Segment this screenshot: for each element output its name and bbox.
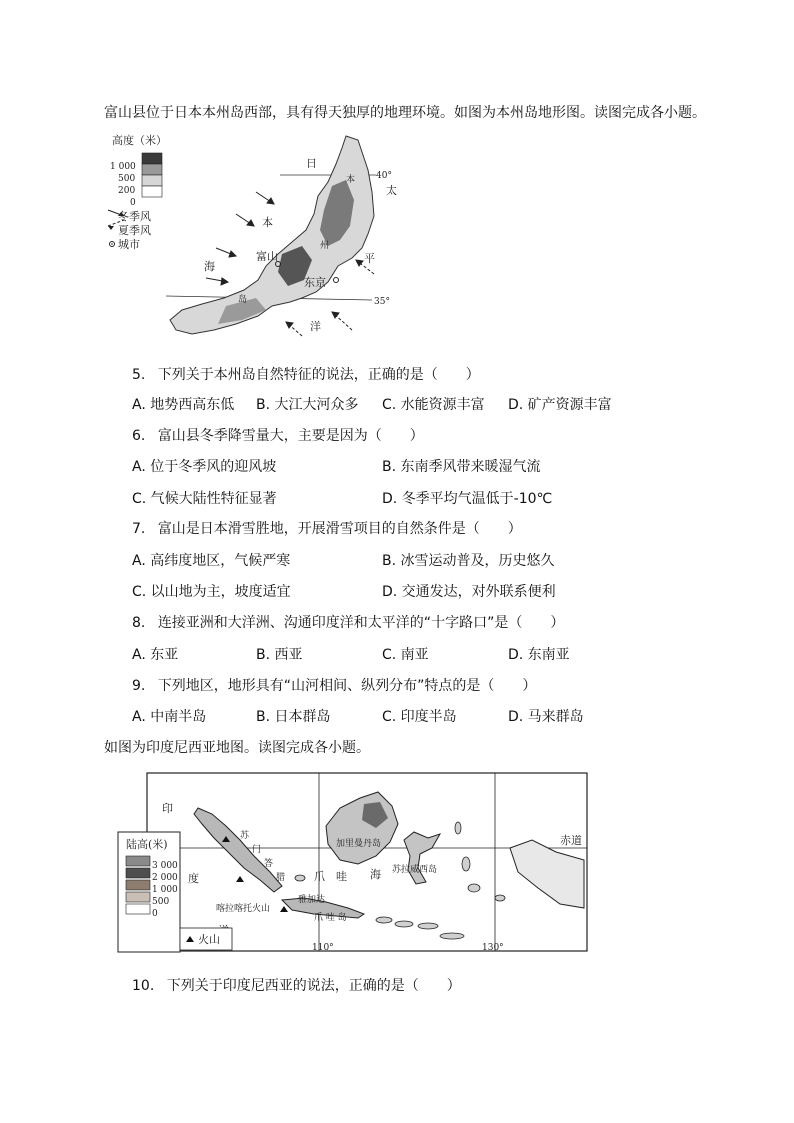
island-char-2: 岛 <box>238 295 248 305</box>
question-9-text: 下列地区，地形具有“山河相间、纵列分布”特点的是（ ） <box>157 678 537 694</box>
q9-option-d[interactable]: D. 马来群岛 <box>508 709 584 725</box>
q9-option-c[interactable]: C. 印度半岛 <box>382 709 457 725</box>
map1-legend-winter: 冬季风 <box>118 210 151 223</box>
q7-option-c[interactable]: C. 以山地为主，坡度适宜 <box>132 584 291 600</box>
map1-legend-summer: 夏季风 <box>118 224 151 237</box>
q6-option-c[interactable]: C. 气候大陆性特征显著 <box>132 491 277 507</box>
map2-legend-level-4: 0 <box>152 909 158 919</box>
q5-option-d[interactable]: D. 矿产资源丰富 <box>508 397 612 413</box>
q6-option-a[interactable]: A. 位于冬季风的迎风坡 <box>132 459 277 475</box>
question-7-number: 7. <box>132 521 146 537</box>
equator-label: 赤道 <box>560 834 582 847</box>
q9-option-b[interactable]: B. 日本群岛 <box>256 709 331 725</box>
question-10-number: 10. <box>132 978 155 994</box>
kalimantan-label: 加里曼丹岛 <box>336 839 382 849</box>
q7-option-d[interactable]: D. 交通发达，对外联系便利 <box>382 584 556 600</box>
map2-legend-level-1: 2 000 <box>152 873 178 883</box>
map2-ocean-char-1: 度 <box>188 872 199 885</box>
sea-char-1: 本 <box>262 216 273 229</box>
map2-legend-level-2: 1 000 <box>152 885 178 895</box>
q6-option-d[interactable]: D. 冬季平均气温低于-10℃ <box>382 491 553 507</box>
intro-paragraph-2: 如图为印度尼西亚地图。读图完成各小题。 <box>104 740 370 756</box>
q8-option-c[interactable]: C. 南亚 <box>382 647 429 663</box>
question-7-stem <box>132 520 522 538</box>
java-island-label: 爪 哇 岛 <box>314 913 347 923</box>
sumatra-char-2: 答 <box>264 859 274 869</box>
q5-option-a[interactable]: A. 地势西高东低 <box>132 397 235 413</box>
question-9-stem <box>132 677 536 695</box>
sea-char-2: 海 <box>204 260 215 273</box>
q8-option-b[interactable]: B. 西亚 <box>256 647 303 663</box>
honshu-map <box>106 130 406 342</box>
indonesia-map <box>114 768 588 954</box>
krakatoa-label: 喀拉喀托火山 <box>216 904 271 914</box>
intro-paragraph-1: 富山县位于日本本州岛西部，具有得天独厚的地理环境。如图为本州岛地形图。读图完成各小题。 <box>104 105 706 121</box>
map1-legend-city: 城市 <box>118 238 140 251</box>
ocean-char-1: 平 <box>364 252 375 265</box>
sea-char-0: 日 <box>306 157 317 170</box>
map2-legend-title: 陆高(米) <box>126 838 168 851</box>
question-7-text: 富山是日本滑雪胜地，开展滑雪项目的自然条件是（ ） <box>157 521 522 537</box>
map1-legend-level-0: 1 000 <box>110 162 136 172</box>
question-5-text: 下列关于本州岛自然特征的说法，正确的是（ ） <box>157 367 480 383</box>
q9-option-a[interactable]: A. 中南半岛 <box>132 709 207 725</box>
question-8-stem <box>132 614 564 632</box>
jakarta-label: 雅加达 <box>298 895 326 905</box>
map2-legend-level-0: 3 000 <box>152 861 178 871</box>
q7-option-a[interactable]: A. 高纬度地区，气候严寒 <box>132 553 291 569</box>
map1-legend-level-1: 500 <box>118 174 136 184</box>
question-8-text: 连接亚洲和大洋洲、沟通印度洋和太平洋的“十字路口”是（ ） <box>157 615 565 631</box>
lon-110-label: 110° <box>312 943 334 953</box>
question-5-stem <box>132 366 480 384</box>
question-6-number: 6. <box>132 428 146 444</box>
question-6-stem <box>132 427 424 445</box>
ocean-char-2: 洋 <box>310 320 321 333</box>
question-10-text: 下列关于印度尼西亚的说法，正确的是（ ） <box>166 978 461 994</box>
ocean-char-0: 太 <box>386 184 397 197</box>
map2-ocean-char-0: 印 <box>162 802 173 815</box>
map1-legend-title: 高度（米） <box>112 134 167 147</box>
map1-legend-level-3: 0 <box>130 198 136 208</box>
q6-option-b[interactable]: B. 东南季风带来暖湿气流 <box>382 459 541 475</box>
q5-option-c[interactable]: C. 水能资源丰富 <box>382 397 485 413</box>
sumatra-char-0: 苏 <box>240 831 250 841</box>
question-10-stem <box>132 977 461 995</box>
city-toyama: 富山 <box>256 250 278 263</box>
java-sea-char-2: 海 <box>370 868 381 881</box>
q5-option-b[interactable]: B. 大江大河众多 <box>256 397 359 413</box>
java-sea-char-0: 爪 <box>314 870 325 883</box>
lon-130-label: 130° <box>482 943 504 953</box>
sulawesi-label: 苏拉威西岛 <box>392 865 438 875</box>
question-9-number: 9. <box>132 678 146 694</box>
sumatra-char-3: 腊 <box>276 873 286 883</box>
question-5-number: 5. <box>132 367 146 383</box>
java-sea-char-1: 哇 <box>336 870 347 883</box>
question-6-text: 富山县冬季降雪量大，主要是因为（ ） <box>157 428 424 444</box>
question-8-number: 8. <box>132 615 146 631</box>
island-char-0: 本 <box>346 175 356 185</box>
map2-legend-volcano: 火山 <box>198 933 220 946</box>
map1-legend-level-2: 200 <box>118 186 136 196</box>
q8-option-d[interactable]: D. 东南亚 <box>508 647 570 663</box>
city-tokyo: 东京 <box>304 276 326 289</box>
lat-35-label: 35° <box>374 297 390 307</box>
q8-option-a[interactable]: A. 东亚 <box>132 647 179 663</box>
island-char-1: 州 <box>320 241 330 251</box>
sumatra-char-1: 门 <box>252 845 262 855</box>
map2-legend-level-3: 500 <box>152 897 170 907</box>
q7-option-b[interactable]: B. 冰雪运动普及，历史悠久 <box>382 553 555 569</box>
lat-40-label: 40° <box>376 171 392 181</box>
